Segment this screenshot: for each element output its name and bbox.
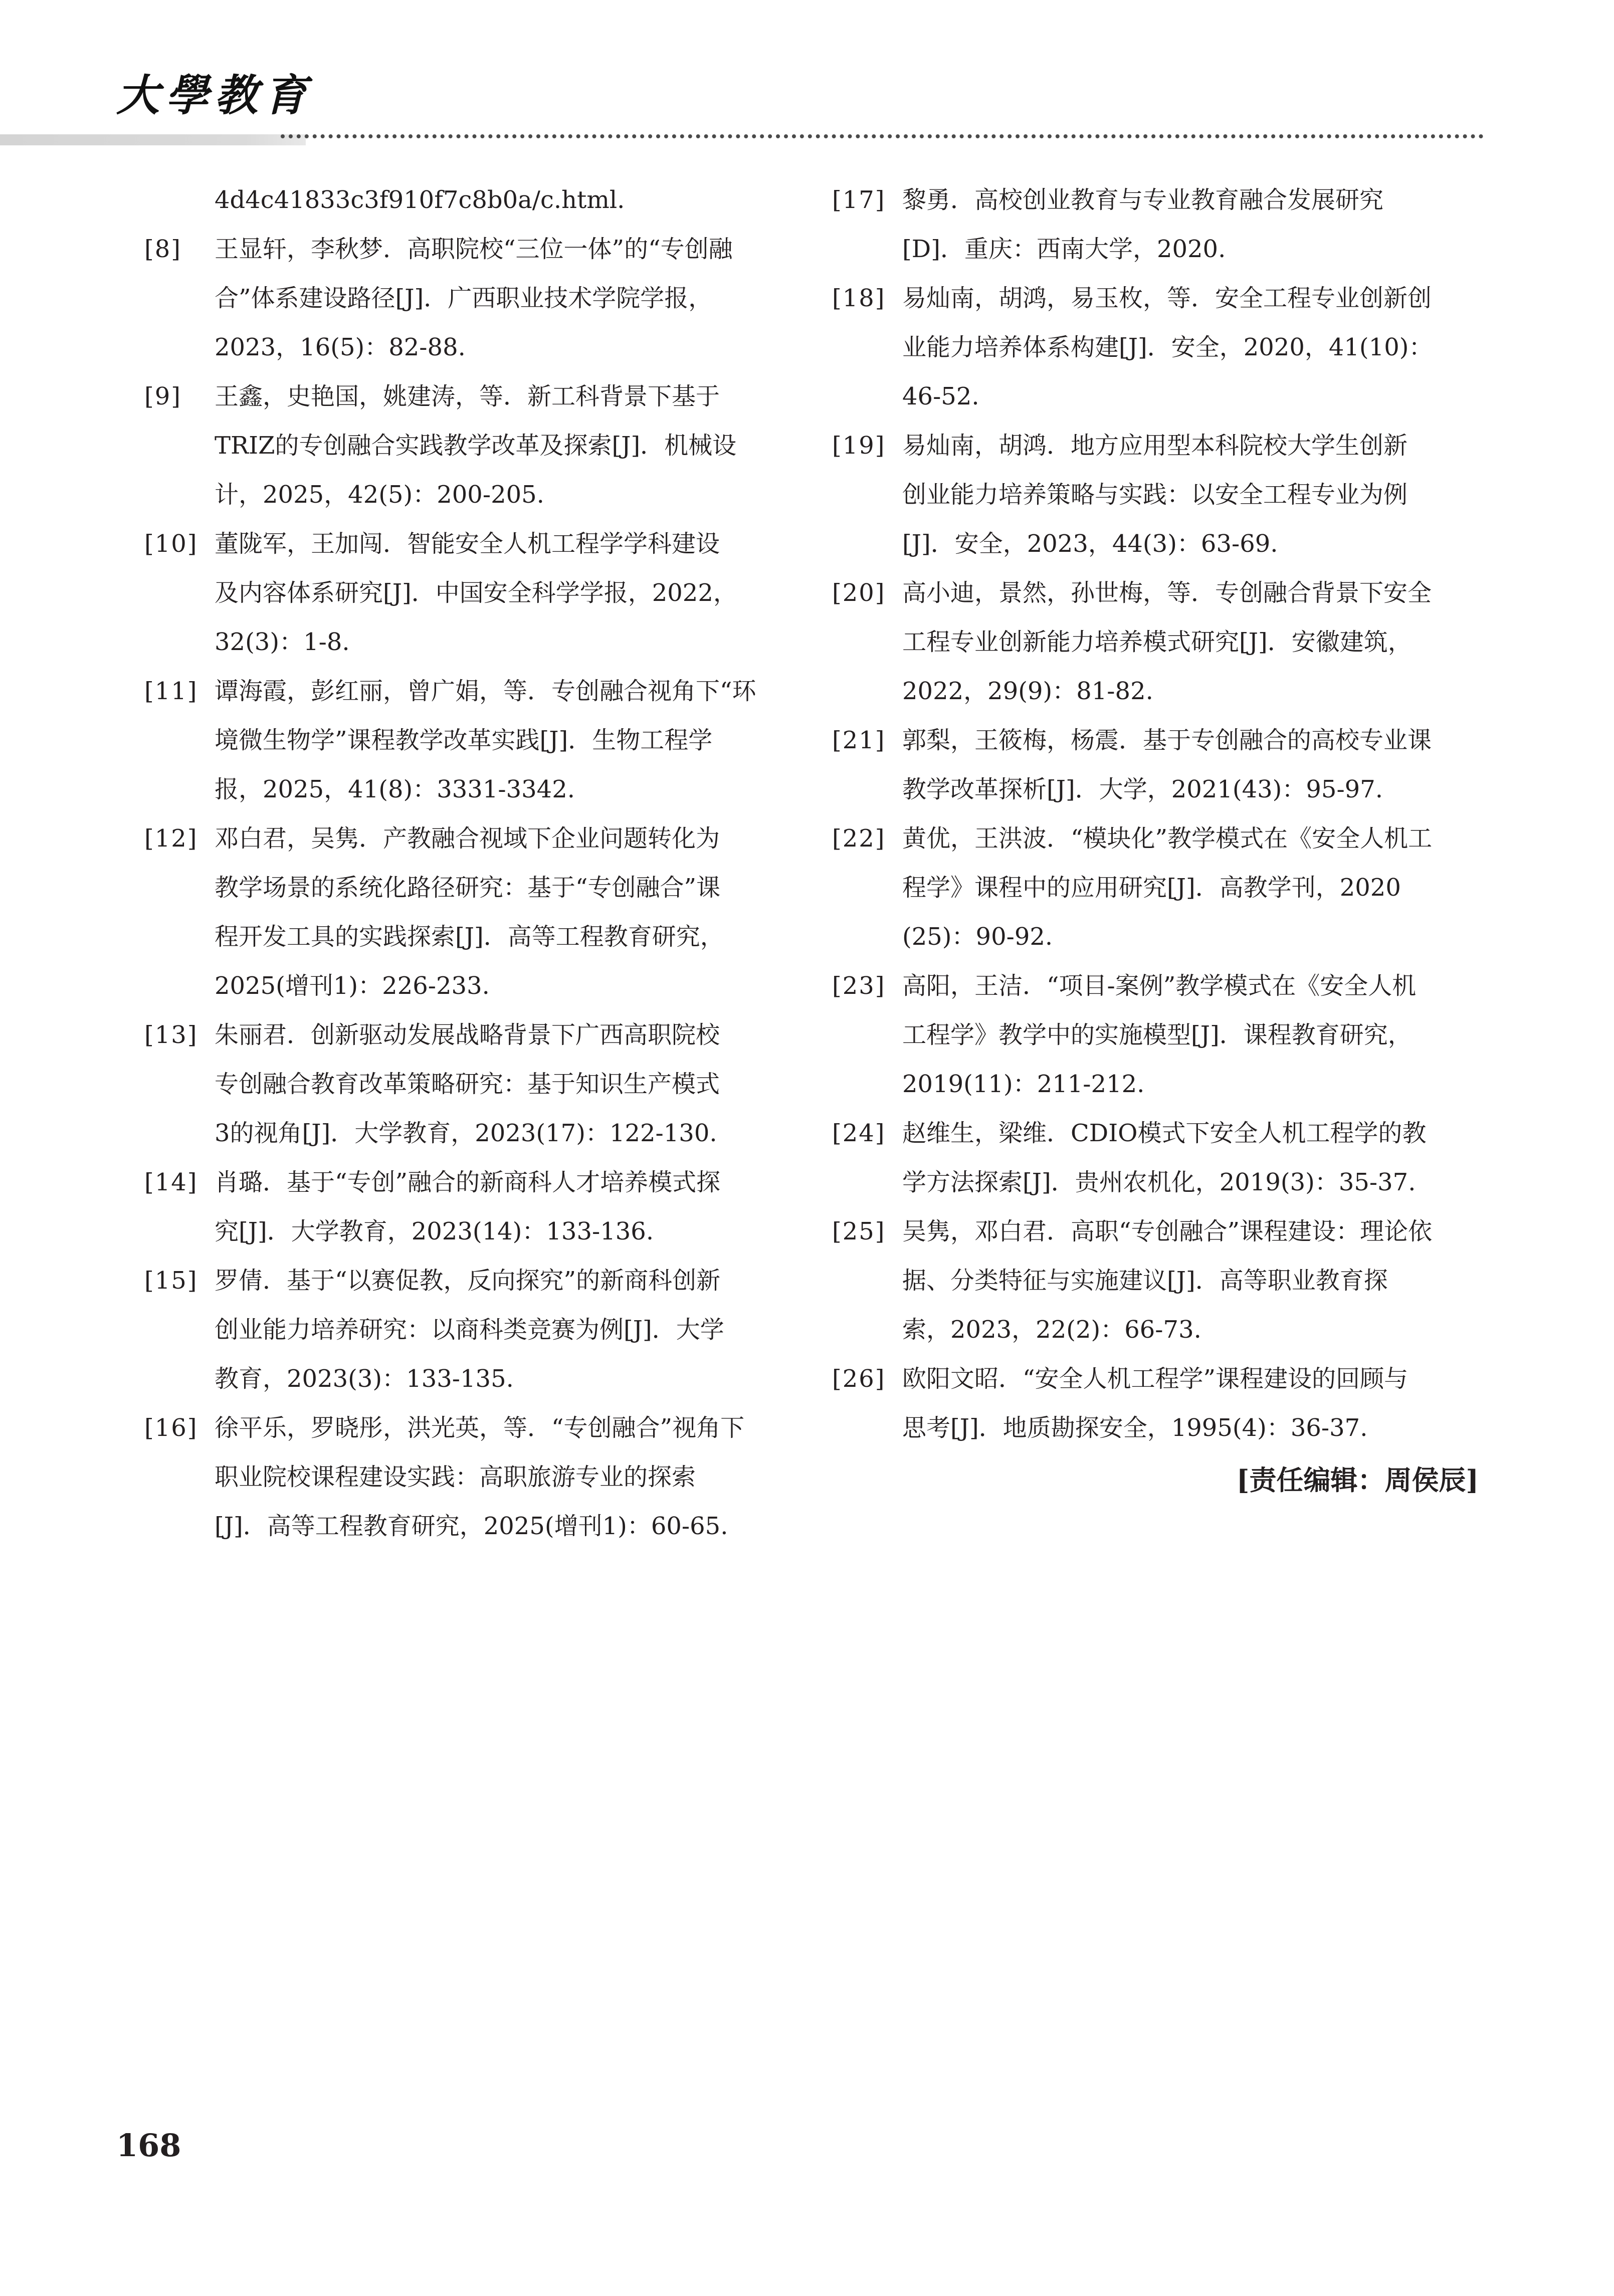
reference-line: 教学场景的系统化路径研究：基于“专创融合”课 [215,874,721,902]
reference-line: 高阳，王洁．“项目-案例”教学模式在《安全人机 [902,972,1417,1000]
reference-number: [19] [832,432,886,460]
header-dotted-rule [281,134,1484,138]
reference-number: [10] [144,530,198,558]
reference-entry [832,961,1479,1109]
reference-line: 郭梨，王筱梅，杨震．基于专创融合的高校专业课 [902,726,1432,754]
reference-text [902,568,1479,716]
reference-line: 创业能力培养策略与实践：以安全工程专业为例 [902,481,1408,509]
reference-entry [832,1207,1479,1354]
reference-number: [8] [144,235,181,263]
reference-number: [11] [144,677,198,705]
reference-line: 报，2025，41(8)：3331-3342. [215,775,575,803]
reference-number: [25] [832,1217,886,1245]
reference-number: [12] [144,824,198,853]
reference-line: 据、分类特征与实施建议[J]．高等职业教育探 [902,1267,1388,1295]
reference-entry [832,274,1479,421]
reference-line: 黎勇．高校创业教育与专业教育融合发展研究 [902,186,1384,214]
reference-line: 3的视角[J]．大学教育，2023(17)：122-130. [215,1119,717,1147]
reference-number: [23] [832,972,886,1000]
reference-line: 职业院校课程建设实践：高职旅游专业的探索 [215,1463,696,1491]
reference-text [215,1256,788,1403]
reference-line: [D]．重庆：西南大学，2020. [902,235,1226,263]
reference-line: 工程学》教学中的实施模型[J]．课程教育研究， [902,1021,1412,1049]
reference-text [215,814,788,1010]
reference-line: (25)：90-92. [902,923,1053,951]
reference-entry [832,421,1479,568]
reference-number: [20] [832,579,886,607]
reference-line: 易灿南，胡鸿，易玉枚，等．安全工程专业创新创 [902,284,1432,312]
journal-logo: 大學教育 [116,70,313,121]
reference-line: 邓白君，吴隽．产教融合视域下企业问题转化为 [215,824,720,853]
reference-number: [22] [832,824,886,853]
reference-line: 王鑫，史艳国，姚建涛，等．新工科背景下基于 [215,382,720,410]
reference-line: 黄优，王洪波．“模块化”教学模式在《安全人机工 [902,824,1433,853]
reference-line: 易灿南，胡鸿．地方应用型本科院校大学生创新 [902,432,1408,460]
reference-text [902,961,1479,1109]
reference-entry [144,225,788,372]
reference-text [215,519,788,667]
reference-line: 高小迪，景然，孙世梅，等．专创融合背景下安全 [902,579,1432,607]
reference-line: 境微生物学”课程教学改革实践[J]．生物工程学 [215,726,713,754]
reference-entry [144,814,788,1010]
reference-line: 2019(11)：211-212. [902,1070,1145,1098]
reference-line: [J]．安全，2023，44(3)：63-69. [902,530,1278,558]
reference-text [215,1158,788,1256]
reference-text [902,1109,1479,1207]
responsible-editor: [责任编辑：周侯辰] [1236,1464,1479,1496]
reference-line: 欧阳文昭．“安全人机工程学”课程建设的回顾与 [902,1365,1408,1393]
reference-number: [16] [144,1414,198,1442]
reference-text [902,175,1479,274]
reference-entry [144,1010,788,1158]
right-reference-list [832,175,1479,1452]
reference-line: 工程专业创新能力培养模式研究[J]．安徽建筑， [902,628,1412,656]
reference-text [215,1403,788,1551]
reference-line: 学方法探索[J]．贵州农机化，2019(3)：35-37. [902,1168,1416,1196]
reference-line: 吴隽，邓白君．高职“专创融合”课程建设：理论依 [902,1217,1433,1245]
reference-line: 程学》课程中的应用研究[J]．高教学刊，2020 [902,874,1401,902]
reference-entry [832,175,1479,274]
reference-text [902,1354,1479,1452]
reference-line: [J]．高等工程教育研究，2025(增刊1)：60-65. [215,1512,728,1540]
reference-line: 教学改革探析[J]．大学，2021(43)：95-97. [902,775,1383,803]
reference-line: 罗倩．基于“以赛促教，反向探究”的新商科创新 [215,1267,721,1295]
reference-entry [832,1354,1479,1452]
reference-entry [144,1256,788,1403]
header-gray-bar [0,134,306,145]
reference-line: 王显轩，李秋梦．高职院校“三位一体”的“专创融 [215,235,733,263]
page-number: 168 [116,2127,181,2164]
left-column [144,175,788,1551]
reference-line: 朱丽君．创新驱动发展战略背景下广西高职院校 [215,1021,720,1049]
reference-number: [15] [144,1267,198,1295]
reference-line: 及内容体系研究[J]．中国安全科学学报，2022， [215,579,737,607]
reference-line: TRIZ的专创融合实践教学改革及探索[J]．机械设 [215,432,737,460]
reference-entry [144,667,788,814]
reference-line: 业能力培养体系构建[J]．安全，2020，41(10)： [902,333,1433,361]
reference-line: 计，2025，42(5)：200-205. [215,481,544,509]
reference-text [215,225,788,372]
reference-text [902,716,1479,814]
reference-text [215,667,788,814]
reference-line: 徐平乐，罗晓彤，洪光英，等．“专创融合”视角下 [215,1414,745,1442]
reference-entry [832,568,1479,716]
reference-line: 程开发工具的实践探索[J]．高等工程教育研究， [215,923,724,951]
reference-entry [144,1158,788,1256]
reference-line: 32(3)：1-8. [215,628,350,656]
reference-line: 董陇军，王加闯．智能安全人机工程学学科建设 [215,530,720,558]
reference-entry [832,1109,1479,1207]
reference-line: 合”体系建设路径[J]．广西职业技术学院学报， [215,284,713,312]
reference-line: 46-52. [902,382,979,410]
reference-line: 赵维生，梁维．CDIO模式下安全人机工程学的教 [902,1119,1427,1147]
reference-line: 思考[J]．地质勘探安全，1995(4)：36-37. [902,1414,1368,1442]
reference-line: 谭海霞，彭红丽，曾广娟，等．专创融合视角下“环 [215,677,756,705]
reference-number: [26] [832,1365,886,1393]
reference-number: [9] [144,382,181,410]
reference-entry [144,519,788,667]
reference-number: [17] [832,186,886,214]
reference-text [215,1010,788,1158]
reference-number: [13] [144,1021,198,1049]
left-reference-list [144,225,788,1551]
reference-line: 创业能力培养研究：以商科类竞赛为例[J]．大学 [215,1316,724,1344]
reference-line: 索，2023，22(2)：66-73. [902,1316,1201,1344]
reference-entry [144,1403,788,1551]
reference-text [902,1207,1479,1354]
right-column [832,175,1479,1505]
reference-number: [14] [144,1168,198,1196]
reference-text [902,814,1479,961]
reference-entry [144,372,788,519]
reference-entry [832,716,1479,814]
reference-text [902,274,1479,421]
reference-number: [21] [832,726,886,754]
reference-line: 究[J]．大学教育，2023(14)：133-136. [215,1217,654,1245]
reference-number: [18] [832,284,886,312]
reference-line: 2025(增刊1)：226-233. [215,972,490,1000]
reference-text [902,421,1479,568]
reference-number: [24] [832,1119,886,1147]
reference-line: 2022，29(9)：81-82. [902,677,1153,705]
reference-line: 肖璐．基于“专创”融合的新商科人才培养模式探 [215,1168,721,1196]
reference-line: 2023，16(5)：82-88. [215,333,466,361]
reference-line: 专创融合教育改革策略研究：基于知识生产模式 [215,1070,720,1098]
reference-entry [832,814,1479,961]
reference-line: 教育，2023(3)：133-135. [215,1365,514,1393]
reference-text [215,372,788,519]
reference-continuation: 4d4c41833c3f910f7c8b0a/c.html. [215,186,625,214]
